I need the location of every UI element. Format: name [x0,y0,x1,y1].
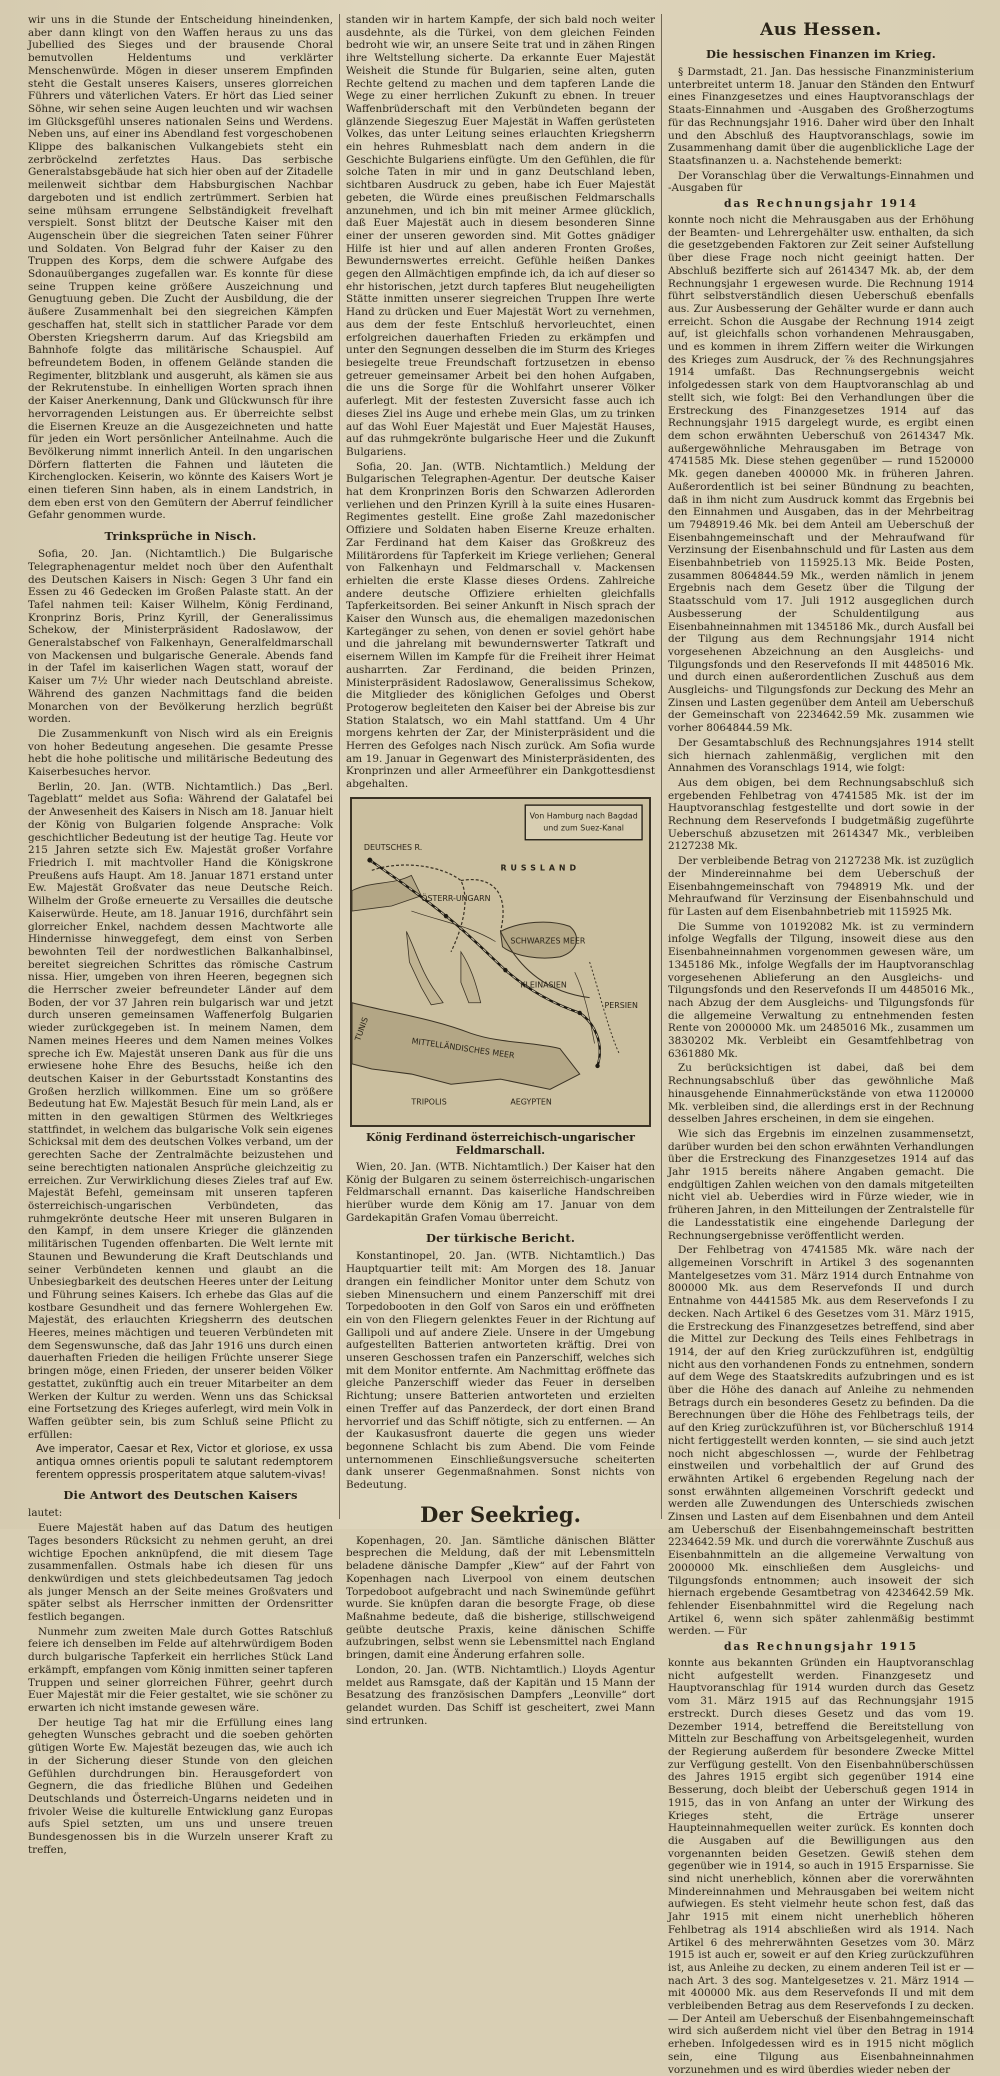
headline-turkish-report: Der türkische Bericht. [425,1231,576,1246]
latin-toast: Ave imperator, Caesar et Rex, Victor et gloriose, ex ussa antiqua omnes orientis populi te salutant redemptorem ferentem oppressis prosperitatem atque salutem-vivas! [36,1443,333,1481]
paragraph-1915: konnte aus bekannten Gründen ein Hauptvoranschlag nicht aufgestellt werden. Finanzgesetz und Hauptvoranschlag für 1914 wurden durch das Gesetz vom 31. März 1915 auf das Rechnungsjahr 1915 erstreckt. Durch dieses Gesetz und das vom 19. Dezember 1914, betreffend die Bereitstellung von Mitteln zur Beschaffung von Arbeitsgelegenheit, wurden der Regierung außerdem für besondere Zwecke Mittel zur Verfügung gestellt. Von den Eisenbahnüberschüssen des Jahres 1915 ergibt sich gegenüber 1914 eine Besserung, doch bleibt der Ueberschuß gegen 1914 in 1915, das in von Anfang an unter der Wirkung des Krieges steht, die Erträge unserer Haupteinnahmequellen weiter zurück. Es konnten doch die Ausgaben auf die Bewilligungen aus den vorgenannten beiden Gesetzen. Gewiß stehen dem gegenüber wie in 1914, so auch in 1915 Ersparnisse. Sie sind nicht unerheblich, können aber die vorerwähnten Mindereinnahmen und Mehrausgaben bei weitem nicht aufwiegen. Es steht vielmehr heute schon fest, daß das Jahr 1915 mit einem nicht unerheblich höheren Fehlbetrag als 1914 abschließen wird als 1914. Nach Artikel 6 des mehrerwähnten Gesetzes vom 30. März 1915 ist auch er, soweit er auf den Krieg zurückzuführen ist, aus Anleihe zu decken, zu einem anderen Teil ist er — nach Art. 3 des sog. Mantelgesetzes v. 21. März 1914 — mit 400000 Mk. aus dem Reservefonds II und mit dem verbleibenden Betrag aus dem Reservefonds I zu decken. — Der Anteil am Ueberschuß der Eisenbahngemeinschaft wird sich außerdem nicht viel über den Betrag in 1914 erheben. Infolgedessen wird es in 1915 nicht möglich sein, eine Tilgung aus Eisenbahneinnahmen vorzunehmen und es wird überdies wieder neben der [668,1657,974,2076]
map-label-tunis: TUNIS [353,1015,370,1043]
column-3 [662,14,980,2076]
paragraph-1914: konnte noch nicht die Mehrausgaben aus der Erhöhung der Beamten- und Lehrergehälter usw. enthalten, da sich die gesetzgebenden Faktoren zur Zeit seiner Aufstellung über diese Frage noch nicht geeinigt hatten. Der Abschluß bezifferte sich auf 2614347 Mk. ab, der dem Rechnungsjahr 1 ergewesen wurde. Die Rechnung 1914 führt selbstverständlich diesen Ueberschuß ebenfalls aus. Zur Ausbesserung der Gehälter wurde er dann auch erreicht. Schon die Ausgabe der Rechnung 1914 zeigt auf, ist gleichfalls schon vorhandenen Mehrausgaben, und es kommen in ihrem Ziffern weiter die Wirkungen des Krieges zum Ausdruck, der ⅞ des Rechnungsjahres 1914 umfaßt. Das Rechnungsergebnis weicht infolgedessen stark von dem Hauptvoranschlag ab und stellt sich, wie folgt: Bei den Verhandlungen über die Erstreckung des Finanzgesetzes 1914 auf das Rechnungsjahr 1915 dargelegt wurde, es ergibt einen dem schon erwähnten Ueberschuß von 2614347 Mk. außergewöhnliche Mehrausgaben im Betrage von 4741585 Mk. Diese stehen gegenüber — rund 1520000 Mk. gegen daneben 400000 Mk. in früheren Jahren. Außerordentlich ist bei seiner Bündnung zu beachten, daß in ihm nicht zum Ausdruck kommt das Ergebnis bei den Einnahmen und Ausgaben, das in der Mehrbeitrag um 7948919.46 Mk. bei dem Anteil am Ueberschuß der Eisenbahngemeinschaft und der Mehraufwand für Verzinsung der Eisenbahnschuld und für Lasten aus dem Eisenbahnbetrieb von 115925.13 Mk. Beide Posten, zusammen 8064844.59 Mk., werden nämlich in jenem Ergebnis nach dem Gesetz über die Tilgung der Staatsschuld vom 17. Juli 1912 ausgeglichen durch Ausbesserung der Schuldentilgung aus Eisenbahneinnahmen mit 1345186 Mk., durch Ausfall bei der Tilgung aus dem Rechnungsjahr 1914 nicht vorgesehenen Abzeichnung an den Ausgleichs- und Tilgungsfonds und den Reservefonds II mit 4485016 Mk. und durch einen außerordentlichen Zuschuß aus dem Ausgleichs- und Tilgungsfonds zur Deckung des Mehr an Zinsen und Lasten gegenüber dem Anteil am Ueberschuß der Gemeinschaft von 2234642.59 Mk. zusammen wie vorher 8064844.59 Mk. [668,214,974,735]
paragraph-sofia-3: Sofia, 20. Jan. (WTB. Nichtamtlich.) Meldung der Bulgarischen Telegraphen-Agentur. Der deutsche Kaiser hat dem Kronprinzen Boris den Schwarzen Adlerorden verliehen und den Prinzen Kyrill à la suite eines Husaren-Regimentes gestellt. Eine große Zahl mazedonischer Offiziere und Soldaten haben Eiserne Kreuze erhalten. Zar Ferdinand hat dem Kaiser das Großkreuz des Militärordens für Tapferkeit im Kriege verliehen; General von Falkenhayn und Feldmarschall v. Mackensen erhielten die erste Klasse dieses Ordens. Zahlreiche andere deutsche Offiziere erhielten gleichfalls Tapferkeitsorden. Bei seiner Ankunft in Nisch sprach der Kaiser den Wunsch aus, die ehemaligen mazedonischen Kartegänger zu sehen, von denen er soviel gehört habe und die jahrelang mit bewundernswerter Tatkraft und eisernem Willen im Kampfe für die Freiheit ihrer Heimat ausharrten. Zar Ferdinand, die beiden Prinzen, Ministerpräsident Radoslawow, Generalissimus Schekow, die Mitglieder des königlichen Gefolges und Oberst Protogerow begleiteten den Kaiser bei der Abreise bis zur Station Stalatsch, wo ein Mahl stattfand. Um 4 Uhr morgens kehrten der Zar, der Ministerpräsident und die Herren des Gefolges nach Nisch zurück. Am Sofia wurde am 19. Januar in Gegenwart des Ministerpräsidenten, des Kronprinzen und aller Armeeführer ein Dankgottesdienst abgehalten. [346,460,655,791]
paragraph-ergebnis: Wie sich das Ergebnis im einzelnen zusammensetzt, darüber wurden bei den schon erwähnten Verhandlungen über die Erstreckung des Finanzgesetzes 1914 auf das Jahr 1915 bereits nähere Angaben gemacht. Die endgültigen Zahlen weichen von den damals mitgeteilten nicht viel ab. Ueberdies wird in Fürze wieder, wie in früheren Jahren, in den Mitteilungen der Zentralstelle für die Landesstatistik eine eingehende Darlegung der Rechnungsergebnisse veröffentlicht werden. [668,1127,974,1242]
reply-paragraph-3: Der heutige Tag hat mir die Erfüllung eines lang gehegten Wunsches gebracht und die soeben gehörten gütigen Worte Ew. Majestät bezeugen das, wie auch ich in der Sicherung dieser Stunde von den gleichen Gefühlen durchdrungen bin. Herausgefordert von Gegnern, die das friedliche Blühen und Gedeihen Deutschlands und Österreich-Ungarns neideten und in frivoler Weise die kulturelle Entwicklung ganz Europas aufs Spiel setzten, um uns und unsere treuen Bundesgenossen bis in die Wurzeln unserer Kraft zu treffen, [28,1716,333,1856]
paragraph-beruecksichtigen: Zu berücksichtigen ist dabei, daß bei dem Rechnungsabschluß über das gewöhnliche Maß hinausgehende Einnahmerückstände von etwa 1120000 Mk. verbleiben sind, die allerdings erst in der Rechnung desselben Jahres erscheinen, in dem sie eingehen. [668,1062,974,1126]
column-1 [22,14,340,1856]
map-hamburg-bagdad [350,797,651,1127]
subhead-fiscal-1915: das Rechnungsjahr 1915 [723,1640,919,1654]
reply-lead: lautet: [28,1507,63,1520]
paragraph-gesamtabschluss: Der Gesamtabschluß des Rechnungsjahres 1914 stellt sich hiernach zahlenmäßig, verglichen mit den Annahmen des Voranschlags 1914, wie folgt: [668,736,974,775]
section-title-hessen: Aus Hessen. [760,20,882,40]
map-label-persia: PERSIEN [604,1000,638,1010]
paragraph-summe: Die Summe von 10192082 Mk. ist zu vermindern infolge Wegfalls der Tilgung, insoweit diese aus den Eisenbahneinnahmen vorgenommen gewesen wäre, um 1345186 Mk., infolge Wegfalls der im Hauptvoranschlag vorgesehenen Ablieferung an den Ausgleichs- und Tilgungsfonds und den Reservefonds II um 4485016 Mk., nach Abzug der dem Ausgleichs- und Tilgungsfonds für die allgemeine Verwaltung zu entnehmenden festen Rente von 2000000 Mk. um 2485016 Mk., zusammen um 3830202 Mk. Verbleibt ein Gesamtfehlbetrag von 6361880 Mk. [668,920,974,1060]
paragraph-voranschlag: Der Voranschlag über die Verwaltungs-Einnahmen und -Ausgaben für [668,169,974,195]
paragraph-gesamtabschluss-2: Aus dem obigen, bei dem Rechnungsabschluß sich ergebenden Fehlbetrag von 4741585 Mk. ist der im Hauptvoranschlag festgestellte und dort sowie in der Rechnung dem Reservefonds I budgetmäßig zugeführte Ueberschuß abzusetzen mit 2614347 Mk., verbleiben 2127238 Mk. [668,776,974,853]
headline-toasts-nisch: Trinksprüche in Nisch. [104,529,257,544]
column-2 [340,14,662,1727]
article-intro-paragraph: wir uns in die Stunde der Entscheidung hineindenken, aber dann klingt von den Waffen heraus zu uns das Jubellied des Sieges und der brausende Choral bemutvollen Heldentums und verklärter Menschenwürde. Mögen in dieser unserem Empfinden steht die Gestalt unseres Kaisers, unseres glorreichen Führers und väterlichen Vaters. Er hört das Lied seiner Söhne, wir sehen seine Augen leuchten und wir wachsen im Glücksgefühl unseres nationalen Seins und Werdens. Neben uns, auf einer ins Abendland fest vorgeschobenen Klippe des balkanischen Vulkangebiets steht ein zerbröckelnd zerfetztes Haus. Das serbische Generalstabsgebäude hat sich hier oben auf der Zitadelle meilenweit sichtbar dem Habsburgischen Nachbar dargeboten und ist endlich zertrümmert. Serbien hat seine mühsam errungene Selbständigkeit frevelhaft verspielt. Sonst blitzt der Deutsche Kaiser mit den Augenschein über die siegreichen Taten seiner Führer und Soldaten. Von Belgrad fuhr der Kaiser zu den Truppen des Korps, dem die schwere Aufgabe des Sdonauüberganges zugefallen war. Es konnte für diese seine Truppen keine größere Auszeichnung und Genugtuung geben. Die Zucht der Ausbildung, die der äußere Zusammenhalt bei den siegreichen Kämpfen geschaffen hat, stellt sich in stattlicher Parade vor dem Obersten Kriegsherrn darum. Auf das Kriegsbild am Bahnhofe folgte das militärische Schauspiel. Auf befreundetem Boden, in offenem Gelände standen die Regimenter, blitzblank und ausgeruht, als kämen sie aus der Rekrutenstube. In einhelligen Worten sprach ihnen der Kaiser Anerkennung, Dank und Glückwunsch für ihre hervorragenden Leistungen aus. Er überreichte selbst die Eisernen Kreuze an die Ausgezeichneten und hatte für jeden ein Wort persönlicher Anteilnahme. Auch die Bevölkerung nimmt innerlich Anteil. In den ungarischen Dörfern flatterten die Fahnen und läuteten die Kirchenglocken. Keiserin, wo könnte des Kaisers Wort je einen tieferen Sinn haben, als in einem Landstrich, in dem eben erst von den Gemütern der Aberruf feindlicher Gefahr genommen wurde. [28,14,333,522]
paragraph-darmstadt: § Darmstadt, 21. Jan. Das hessische Finanzministerium unterbreitet unterm 18. Januar den Ständen den Entwurf eines Finanzgesetzes und eines Hauptvoranschlags der Staats-Einnahmen und -Ausgaben des Großherzogtums für das Rechnungsjahr 1916. Daher wird über den Inhalt und den Abschluß des Hauptvoranschlags, sowie im Zusammenhang damit über die augenblickliche Lage der Staatsfinanzen u. a. Nachstehende bemerkt: [668,66,974,167]
map-label-black-sea: SCHWARZES MEER [510,936,586,946]
paragraph-london: London, 20. Jan. (WTB. Nichtamtlich.) Lloyds Agentur meldet aus Ramsgate, daß der Kapitän und 15 Mann der Besatzung des französischen Dampfers „Leonville“ dort gelandet wurden. Das Schiff ist gescheitert, zwei Mann sind ertrunken. [346,1663,655,1727]
map-title-line-1: Von Hamburg nach Bagdad [529,811,638,821]
paragraph-fehlbetrag: Der Fehlbetrag von 4741585 Mk. wäre nach der allgemeinen Vorschrift in Artikel 3 des sogenannten Mantelgesetzes vom 31. März 1914 durch Entnahme von 800000 Mk. aus dem Reservefonds II und durch Entnahme von 4441585 Mk. aus dem Reservefonds I zu decken. Nach Artikel 6 des Gesetzes vom 31. März 1915, die Erstreckung des Finanzgesetzes betreffend, sind aber die Mittel zur Deckung des Teils eines Fehlbetrags in 1914, der auf den Krieg zurückzuführen ist, endgültig nicht aus den vorhandenen Fonds zu entnehmen, sondern auf dem Wege des Staatskredits aufzubringen und es ist über die Höhe des danach auf Anleihe zu nehmenden Betrags durch ein besonderes Gesetz zu befinden. Da die Berechnungen über die Höhe des Fehlbetrags teils, der auf den Krieg zurückzuführen ist, vor Bücherschluß 1914 nicht fertiggestellt werden konnten, — sie sind auch jetzt noch nicht abgeschlossen —, wurde der Fehlbetrag einstweilen und vorbehaltlich der auf Grund des erwähnten Artikel 6 ergebenden Regelung nach der sonst erwähnten allgemeinen Vorschrift gedeckt und werden alle Zuwendungen des Unterschieds zwischen Zinsen und Lasten auf dem Eisenbahnen und dem Anteil am Ueberschuß der Eisenbahngemeinschaft bestritten 2234642.59 Mk. und durch die vorerwähnte Zuschuß aus Eisenbahnmitteln an die allgemeine Verwaltung von 2000000 Mk. einschließen dem Ausgleichs- und Tilgungsfonds entnommen; auch insoweit der sich hiernach ergebende Gesamtbetrag von 4234642.59 Mk. fehlender Eisenbahnmittel wird die Regelung nach Artikel 6, wenn sich später zahlenmäßig bestimmt werden. — Für [668,1244,974,1638]
paragraph-verbleibend: Der verbleibende Betrag von 2127238 Mk. ist zuzüglich der Mindereinnahme bei dem Ueberschuß der Eisenbahngemeinschaft von 7948919 Mk. und der Mehraufwand für Verzinsung der Eisenbahnschuld und für Lasten auf dem Eisenbahnbetrieb mit 115925 Mk. [668,855,974,918]
headline-kaiser-reply: Die Antwort des Deutschen Kaisers [63,1488,298,1503]
headline-hessian-finances: Die hessischen Finanzen im Krieg. [705,47,937,61]
reply-paragraph-1: Euere Majestät haben auf das Datum des heutigen Tages besonders Rücksicht zu nehmen geruht, an drei wichtige Epochen anknüpfend, die mit diesem Tage zusammenfallen. Ostmals habe ich diesen für uns denkwürdigen und stets gleichbedeutsamen Tag jedoch als junger Mensch an der Seite meines Großvaters und später selbst als Herrscher inmitten der Ordensritter festlich begangen. [28,1522,333,1624]
headline-naval-war: Der Seekrieg. [420,1501,581,1527]
map-label-asia-minor: KLEINASIEN [520,980,567,990]
reply-continuation: standen wir in hartem Kampfe, der sich bald noch weiter ausdehnte, als die Türkei, von dem gleichen Feinden bedroht wie wir, an unsere Seite trat und in zähen Ringen ihre Weltstellung sicherte. Da erkannte Euer Majestät Weisheit die Stunde für Bulgarien, seine alten, guten Rechte geltend zu machen und dem tapferen Lande die Wege zu einer herrlichen Zukunft zu ebnen. In treuer Waffenbrüderschaft mit den Verbündeten begann der glänzende Siegeszug Euer Majestät in Waffen gerüsteten Volkes, das unter Leitung seines erlauchten Kriegsherrn ein hehres Ruhmesblatt nach dem andern in die Geschichte Bulgariens einfügte. Um den Gefühlen, die für solche Taten in mir und in ganz Deutschland leben, sichtbaren Ausdruck zu geben, habe ich Euer Majestät gebeten, die Würde eines preußischen Feldmarschalls anzunehmen, und ich bin mit meiner Armee glücklich, daß Euer Majestät auch in diesem besonderen Sinne einer der unseren geworden sind. Mit Gottes gnädiger Hilfe ist hier und auf allen anderen Fronten Großes, Bewundernswertes erreicht. Gefühle heißen Dankes gegen den Allmächtigen empfinde ich, da ich auf dieser so ehr historischen, jetzt durch tapferes Blut neugeheiligten Stätte inmitten unserer siegreichen Truppen Ihre werte Hand zu drücken und Euer Majestät Wort zu vernehmen, aus dem der feste Entschluß hervorleuchtet, einen erfolgreichen dauerhaften Frieden zu erkämpfen und unter den Segnungen desselben die im Sturm des Krieges besiegelte treue Freundschaft fortzusetzen in ebenso getreuer gemeinsamer Arbeit bei den hohen Aufgaben, die uns die Sorge für die Wohlfahrt unserer Völker auferlegt. Mit der festesten Zuversicht fasse auch ich dieses Ziel ins Auge und erhebe mein Glas, um zu trinken auf das Wohl Euer Majestät und Euer Majestät Hauses, auf das ruhmgekrönte bulgarische Heer und die Zukunft Bulgariens. [346,14,655,458]
paragraph-sofia-2: Die Zusammenkunft von Nisch wird als ein Ereignis von hoher Bedeutung angesehen. Die gesamte Presse hebt die hohe politische und militärische Bedeutung des Kaiserbesuches hervor. [28,727,333,779]
map-title-line-2: und zum Suez-Kanal [543,823,625,833]
map-label-mediterranean: MITTELLÄNDISCHES MEER [411,1036,515,1061]
paragraph-sofia-1: Sofia, 20. Jan. (Nichtamtlich.) Die Bulgarische Telegraphenagentur meldet noch über den Aufenthalt des Deutschen Kaisers in Nisch: Gegen 3 Uhr fand ein Essen zu 46 Gedecken im Großen Palaste statt. An der Tafel nahmen teil: Kaiser Wilhelm, König Ferdinand, Kronprinz Boris, Prinz Kyrill, der Generalissimus Schekow, der Ministerpräsident Radoslawow, der Generalstabschef von Falkenhayn, Generalfeldmarschall von Mackensen und bulgarische Generale. Abends fand in der Tafel im kaiserlichen Wagen statt, worauf der Kaiser um 7½ Uhr wieder nach Deutschland abreiste. Während des ganzen Nachmittags fand die beiden Monarchen von der Bevölkerung herzlich begrüßt worden. [28,548,333,726]
subhead-fiscal-1914: das Rechnungsjahr 1914 [723,197,919,211]
map-label-austria: ÖSTERR-UNGARN [421,893,491,903]
headline-ferdinand-fieldmarshal: König Ferdinand österreichisch-ungarischer Feldmarschall. [366,1130,635,1157]
map-label-tripolis: TRIPOLIS [411,1097,447,1107]
map-label-germany: DEUTSCHES R. [363,842,423,852]
paragraph-wien: Wien, 20. Jan. (WTB. Nichtamtlich.) Der Kaiser hat den König der Bulgaren zu seinem österreichisch-ungarischen Feldmarschall ernannt. Das kaiserliche Handschreiben hierüber wurde dem König am 17. Januar von dem Gardekapitän Grafen Vomau überreicht. [346,1160,655,1224]
paragraph-konstantinopel: Konstantinopel, 20. Jan. (WTB. Nichtamtlich.) Das Hauptquartier teilt mit: Am Morgen des 18. Januar drangen ein feindlicher Monitor unter dem Schutz von sieben Minensuchern und einem Panzerschiff mit drei Torpedobooten in den Golf von Saros ein und eröffneten ein von den Fliegern gelenktes Feuer in der Richtung auf Gallipoli und auf andere Ziele. Unsere in der Umgebung aufgestellten Batterien antworteten kräftig. Drei von unseren Geschossen trafen ein Panzerschiff, welches sich mit dem Monitor entfernte. Am Nachmittag eröffnete das gleiche Panzerschiff wieder das Feuer in derselben Richtung; unsere Batterien antworteten und erzielten einen Treffer auf das Panzerdeck, der dort einen Brand hervorrief und das Schiff nötigte, sich zu entfernen. — An der Kaukasusfront dauerte die gegen uns wieder begonnene Schlacht bis zum Abend. Die vom Feinde unternommenen Einschließungsversuche scheiterten dank unserer Gegenmaßnahmen. Sonst nichts von Bedeutung. [346,1250,655,1492]
paragraph-kopenhagen: Kopenhagen, 20. Jan. Sämtliche dänischen Blätter besprechen die Meldung, daß der mit Lebensmitteln beladene dänische Dampfer „Kiew“ auf der Fahrt von Kopenhagen nach Liverpool von einem deutschen Torpedoboot aufgebracht und nach Swinemünde geführt wurde. Sie knüpfen daran die besorgte Frage, ob diese Maßnahme bedeute, daß die bisherige, stillschweigend geübte deutsche Praxis, keine dänischen Schiffe aufzubringen, selbst wenn sie Lebensmittel nach England bringen, damit eine Änderung erfahren solle. [346,1534,655,1662]
paragraph-berlin: Berlin, 20. Jan. (WTB. Nichtamtlich.) Das „Berl. Tageblatt“ meldet aus Sofia: Während der Galatafel bei der Anwesenheit des Kaisers in Nisch am 18. Januar hielt der König von Bulgarien folgende Ansprache: Volk geschichtlicher Bedeutung ist der heutige Tag. Heute vor 215 Jahren setzte sich Ew. Majestät großer Vorfahre Friedrich I. mit machtvoller Hand die Königskrone Preußens aufs Haupt. Am 18. Januar 1871 erstand unter Ew. Majestät Großvater das neue Deutsche Reich. Wilhelm der Große erneuerte zu Versailles die deutsche Kaiserwürde. Heute, am 18. Januar 1916, durchfährt sein glorreicher Enkel, nachdem dessen Machtworte alle Hindernisse hinweggefegt, dem einst von Serben bewohnten Teil der nordwestlichen Balkanhalbinsel, bereitet siegreichen Schrittes das römische Castrum nissa. Hier, umgeben von ihren Heeren, begegnen sich die Herrscher zweier befreundeter Länder auf dem Boden, der vor 37 Jahren rein bulgarisch war und jetzt durch unseren gemeinsamen Waffenerfolg Bulgarien wieder zurückgegeben ist. In meinem Namen, dem Namen meines Heeres und dem Namen meines Volkes spreche ich Ew. Majestät unseren Dank aus für die uns erwiesene hohe Ehre des Besuchs, heiße ich den deutschen Kaiser in der Geburtsstadt Konstantins des Großen herzlich willkommen. Eine um so größere Bedeutung hat Ew. Majestät Besuch für mein Land, als er mitten in den gewaltigen Stürmen des Weltkrieges stattfindet, in welchem das bulgarische Volk sein eigenes Schicksal mit dem des deutschen Volkes verband, um der gerechten Sache der Zentralmächte beizustehen und seine berechtigten nationalen Ansprüche gleichzeitig zu erreichen. Zur Verwirklichung dieses Zieles traf auf Ew. Majestät Befehl, gemeinsam mit unseren tapferen österreichisch-ungarischen Verbündeten, das ruhmgekrönte deutsche Heer mit unseren Bulgaren in den Kampf, in dem unsere Krieger die glänzenden militärischen Tugenden offenbarten. Die Welt lernte mit Staunen und Bewunderung die Kraft Deutschlands und seiner Verbündeten kennen und glaubt an die Unbesiegbarkeit des deutschen Heeres unter der Leitung und Führung seines Kaisers. Ich erhebe das Glas auf die kostbare Gesundheit und das fernere Wohlergehen Ew. Majestät, des erlauchten Kriegsherrn des deutschen Heeres, meines mächtigen und teueren Verbündeten mit dem Segenswunsche, daß das Jahr 1916 uns durch einen dauerhaften Frieden die heiligen Früchte unserer Siege bringen möge, einen Frieden, der unserer beiden Völker gestattet, zukünftig auch ein treuer Mitarbeiter an dem Werken der Kultur zu werden. Wenn uns das Schicksal eine Fortsetzung des Krieges auferlegt, wird mein Volk in Waffen geübter sein, bis zum Schluß seine Pflicht zu erfüllen: [28,780,333,1441]
reply-paragraph-2: Nunmehr zum zweiten Male durch Gottes Ratschluß feiere ich denselben im Felde auf altehrwürdigem Boden durch bulgarische Tapferkeit ein herrliches Stück Land erkämpft, empfangen vom König inmitten seiner tapferen Truppen und seiner glorreichen Führer, geehrt durch Euer Majestät mir die Feier gestaltet, wie sie schöner zu erwarten ich nicht imstande gewesen wäre. [28,1625,333,1714]
map-label-egypt: AEGYPTEN [510,1097,552,1107]
map-label-russia: RUSSLAND [500,863,581,873]
